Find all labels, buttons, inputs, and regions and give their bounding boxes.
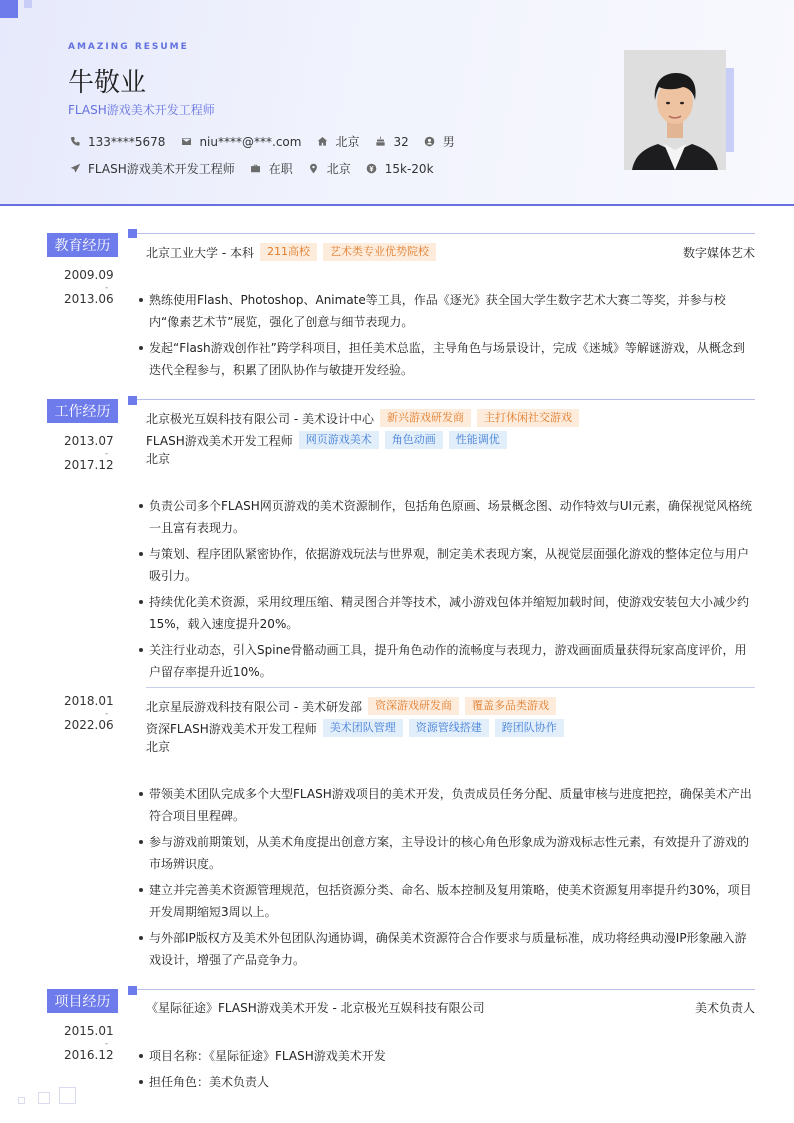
list-item: 发起“Flash游戏创作社”跨学科项目，担任美术总监，主导角色与场景设计，完成《迷城》等解谜游戏，从概念到迭代全程参与，积累了团队协作与敏捷开发经验。 — [137, 337, 755, 381]
section-marker — [128, 229, 137, 238]
list-item: 持续优化美术资源，采用纹理压缩、精灵图合并等技术，减小游戏包体并缩短加载时间，使游戏安装包大小减少约15%，载入速度提升20%。 — [137, 591, 755, 635]
location-pin-icon — [307, 162, 321, 176]
salary-value: 15k-20k — [384, 161, 434, 176]
job-position: FLASH游戏美术开发工程师 — [146, 433, 293, 448]
section-marker — [128, 396, 137, 405]
email-info — [179, 135, 301, 149]
phone-icon — [68, 135, 82, 149]
status-info — [249, 160, 293, 177]
skill-tag: 资源管线搭建 — [409, 719, 489, 737]
section-line — [137, 233, 755, 234]
hometown-value: 北京 — [335, 135, 360, 149]
company-name: 北京极光互娱科技有限公司 - 美术设计中心 — [146, 411, 374, 426]
section-projects-title: 项目经历 — [47, 989, 118, 1013]
job-city: 北京 — [146, 452, 171, 466]
job-company-row — [146, 409, 579, 427]
company-tag: 新兴游戏研发商 — [380, 409, 471, 427]
list-item: 项目名称：《星际征途》FLASH游戏美术开发 — [137, 1045, 755, 1067]
list-item: 负责公司多个FLASH网页游戏的美术资源制作，包括角色原画、场景概念图、动作特效与UI元素，确保视觉风格统一且富有表现力。 — [137, 495, 755, 539]
date-separator: - — [105, 1039, 109, 1049]
skill-tag: 网页游戏美术 — [299, 431, 379, 449]
gender-info — [423, 133, 455, 150]
job-bullets — [137, 495, 755, 687]
hometown-info — [315, 133, 359, 150]
company-tag: 资深游戏研发商 — [368, 697, 459, 715]
job-bullets — [137, 783, 755, 975]
skill-tag: 角色动画 — [385, 431, 443, 449]
date-separator: - — [105, 449, 109, 459]
section-line — [137, 399, 755, 400]
school-tag: 艺术类专业优势院校 — [323, 243, 436, 261]
section-line — [137, 989, 755, 990]
decor-square-small — [24, 0, 32, 8]
education-end-date: 2013.06 — [64, 292, 114, 306]
list-item: 参与游戏前期策划，从美术角度提出创意方案，主导设计的核心角色形象成为游戏标志性元素，有效提升了游戏的市场辨识度。 — [137, 831, 755, 875]
phone-info — [68, 135, 165, 149]
status-value: 在职 — [268, 162, 293, 176]
list-item: 担任角色：美术负责人 — [137, 1071, 755, 1093]
briefcase-icon — [249, 162, 263, 176]
project-role: 美术负责人 — [694, 1001, 755, 1015]
section-work-title: 工作经历 — [47, 399, 118, 423]
money-icon — [365, 162, 379, 176]
candidate-title: FLASH游戏美术开发工程师 — [68, 103, 215, 117]
list-item: 与策划、程序团队紧密协作，依据游戏玩法与世界观，制定美术表现方案，从视觉层面强化游戏的整体定位与用户吸引力。 — [137, 543, 755, 587]
list-item: 关注行业动态，引入Spine骨骼动画工具，提升角色动作的流畅度与表现力，游戏画面质量获得玩家高度评价，用户留存率提升近10%。 — [137, 639, 755, 683]
gender-value: 男 — [442, 135, 455, 149]
project-end-date: 2016.12 — [64, 1048, 114, 1062]
job-city: 北京 — [146, 740, 171, 754]
phone-value: 133****5678 — [88, 134, 166, 149]
email-value: niu****@***.com — [199, 134, 302, 149]
profile-photo — [624, 50, 726, 170]
section-education-title: 教育经历 — [47, 233, 118, 257]
job-end-date: 2022.06 — [64, 718, 114, 732]
project-bullets — [137, 1045, 755, 1097]
decor-square — [59, 1087, 76, 1104]
contact-row — [68, 133, 469, 150]
job-position-row — [146, 431, 507, 449]
education-header — [146, 243, 436, 261]
date-separator: - — [105, 709, 109, 719]
school-degree: 北京工业大学 - 本科 — [146, 245, 254, 260]
job-position: 资深FLASH游戏美术开发工程师 — [146, 721, 317, 736]
job-company-row — [146, 697, 556, 715]
candidate-name: 牛敬业 — [68, 68, 147, 98]
target-city-value: 北京 — [326, 162, 351, 176]
age-value: 32 — [393, 134, 409, 149]
company-name: 北京星辰游戏科技有限公司 - 美术研发部 — [146, 699, 362, 714]
project-title: 《星际征途》FLASH游戏美术开发 - 北京极光互娱科技有限公司 — [146, 1001, 485, 1015]
list-item: 熟练使用Flash、Photoshop、Animate等工具，作品《逐光》获全国大学生数字艺术大赛二等奖，并参与校内“像素艺术节”展览，强化了创意与细节表现力。 — [137, 289, 755, 333]
education-start-date: 2009.09 — [64, 268, 114, 282]
skill-tag: 性能调优 — [449, 431, 507, 449]
job-end-date: 2017.12 — [64, 458, 114, 472]
mail-icon — [179, 135, 193, 149]
home-icon — [315, 135, 329, 149]
job-start-date: 2013.07 — [64, 434, 114, 448]
intention-row — [68, 160, 448, 177]
list-item: 建立并完善美术资源管理规范，包括资源分类、命名、版本控制及复用策略，使美术资源复用率提升约30%，项目开发周期缩短3周以上。 — [137, 879, 755, 923]
header-divider — [0, 204, 794, 206]
job-position-row — [146, 719, 564, 737]
company-tag: 主打休闲社交游戏 — [477, 409, 579, 427]
person-icon — [423, 135, 437, 149]
section-marker — [128, 986, 137, 995]
salary-info — [365, 162, 434, 176]
target-position-info — [68, 160, 235, 177]
company-tag: 覆盖多品类游戏 — [465, 697, 556, 715]
skill-tag: 美术团队管理 — [323, 719, 403, 737]
resume-tagline: AMAZING RESUME — [68, 42, 189, 52]
target-position-value: FLASH游戏美术开发工程师 — [88, 162, 235, 176]
decor-square — [0, 0, 18, 18]
cake-icon — [373, 135, 387, 149]
project-start-date: 2015.01 — [64, 1024, 114, 1038]
skill-tag: 跨团队协作 — [495, 719, 564, 737]
education-major: 数字媒体艺术 — [682, 246, 755, 260]
list-item: 带领美术团队完成多个大型FLASH游戏项目的美术开发，负责成员任务分配、质量审核与进度把控，确保美术产出符合项目里程碑。 — [137, 783, 755, 827]
list-item: 与外部IP版权方及美术外包团队沟通协调，确保美术资源符合合作要求与质量标准，成功将经典动漫IP形象融入游戏设计，增强了产品竞争力。 — [137, 927, 755, 971]
school-tag: 211高校 — [260, 243, 317, 261]
decor-square — [38, 1092, 50, 1104]
education-bullets — [137, 289, 755, 385]
job-divider — [146, 687, 755, 688]
send-icon — [68, 162, 82, 176]
decor-square — [18, 1097, 25, 1104]
target-city-info — [307, 160, 351, 177]
date-separator: - — [105, 283, 109, 293]
job-start-date: 2018.01 — [64, 694, 114, 708]
age-info — [373, 135, 408, 149]
